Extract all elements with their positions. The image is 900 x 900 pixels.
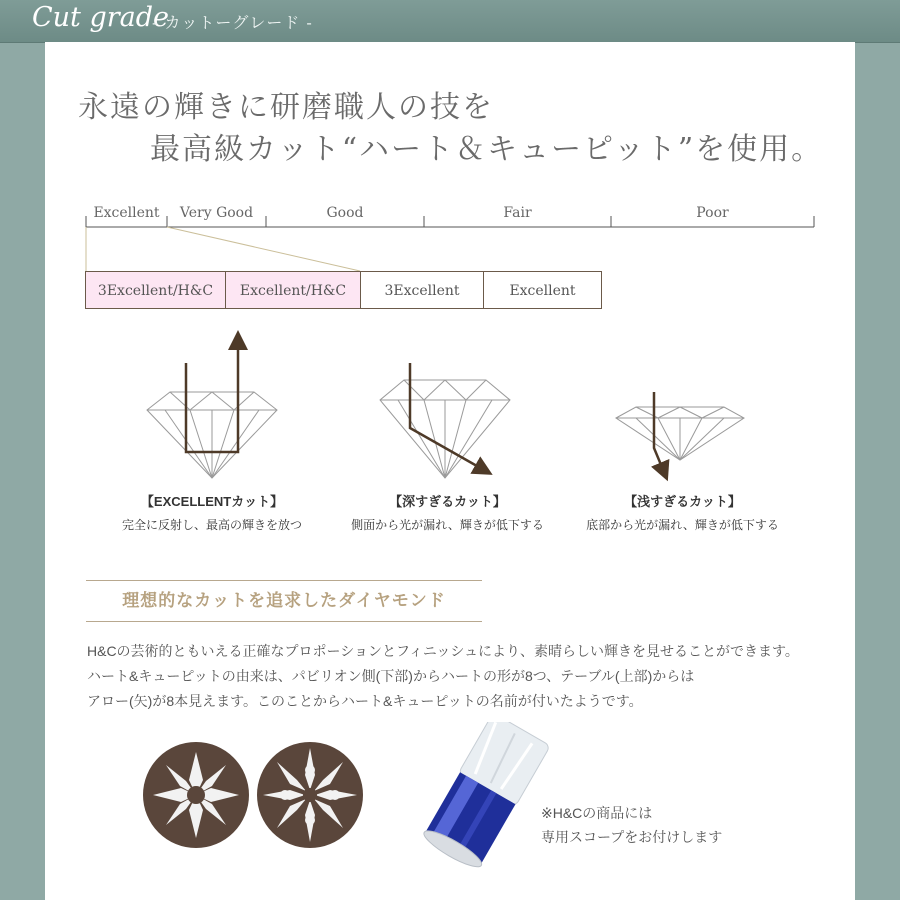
deep-light-path bbox=[410, 363, 484, 470]
hearts-pattern-image bbox=[257, 742, 363, 848]
caption-desc-deep: 側面から光が漏れ、輝きが低下する bbox=[351, 518, 544, 532]
caption-desc-excellent: 完全に反射し、最高の輝きを放つ bbox=[121, 518, 302, 532]
headline-line-1: 永遠の輝きに研磨職人の技を bbox=[78, 90, 494, 125]
grade-box-3excellent: 3Excellent bbox=[360, 271, 484, 309]
headline-line-2: 最高級カット“ハート＆キューピット”を使用。 bbox=[150, 132, 824, 167]
body-line-3: アロー(矢)が8本見えます。このことからハート&キューピットの名前が付いたようです。 bbox=[87, 693, 643, 709]
scale-label-excellent: Excellent bbox=[93, 205, 160, 221]
body-line-1: H&Cの芸術的ともいえる正確なプロポーションとフィニッシュにより、素晴らしい輝きを見せることができます。 bbox=[87, 643, 799, 659]
hearts-arrows-images bbox=[140, 740, 370, 850]
body-line-2: ハート&キューピットの由来は、パビリオン側(下部)からハートの形が8つ、テーブル(上部)からは bbox=[87, 668, 695, 684]
header-subtitle: - カットーグレード - bbox=[152, 13, 313, 32]
scale-label-fair: Fair bbox=[503, 205, 532, 221]
scale-label-very-good: Very Good bbox=[179, 205, 254, 221]
caption-title-shallow: 【浅すぎるカット】 bbox=[624, 494, 741, 509]
caption-desc-shallow: 底部から光が漏れ、輝きが低下する bbox=[586, 518, 779, 532]
grade-box-3excellent-hc: 3Excellent/H&C bbox=[85, 271, 226, 309]
grade-box-excellent-hc: Excellent/H&C bbox=[225, 271, 361, 309]
scope-note-line-2: 専用スコープをお付けします bbox=[541, 829, 723, 845]
shallow-cut-diamond bbox=[616, 407, 744, 460]
excellent-cut-diamond bbox=[147, 392, 277, 478]
caption-title-deep: 【深すぎるカット】 bbox=[389, 494, 506, 509]
arrows-pattern-image bbox=[143, 742, 249, 848]
scale-label-good: Good bbox=[326, 205, 364, 221]
deep-cut-diamond bbox=[380, 380, 510, 478]
hc-scope-image bbox=[395, 722, 575, 872]
scope-note-line-1: ※H&Cの商品には bbox=[541, 805, 653, 821]
shallow-light-path bbox=[654, 392, 664, 472]
scale-label-poor: Poor bbox=[696, 205, 729, 221]
grade-box-excellent: Excellent bbox=[483, 271, 602, 309]
diamond-diagrams bbox=[0, 320, 900, 490]
caption-title-excellent: 【EXCELLENTカット】 bbox=[140, 494, 284, 509]
section-title: 理想的なカットを追求したダイヤモンド bbox=[86, 580, 482, 622]
header-title: Cut grade bbox=[32, 2, 170, 33]
